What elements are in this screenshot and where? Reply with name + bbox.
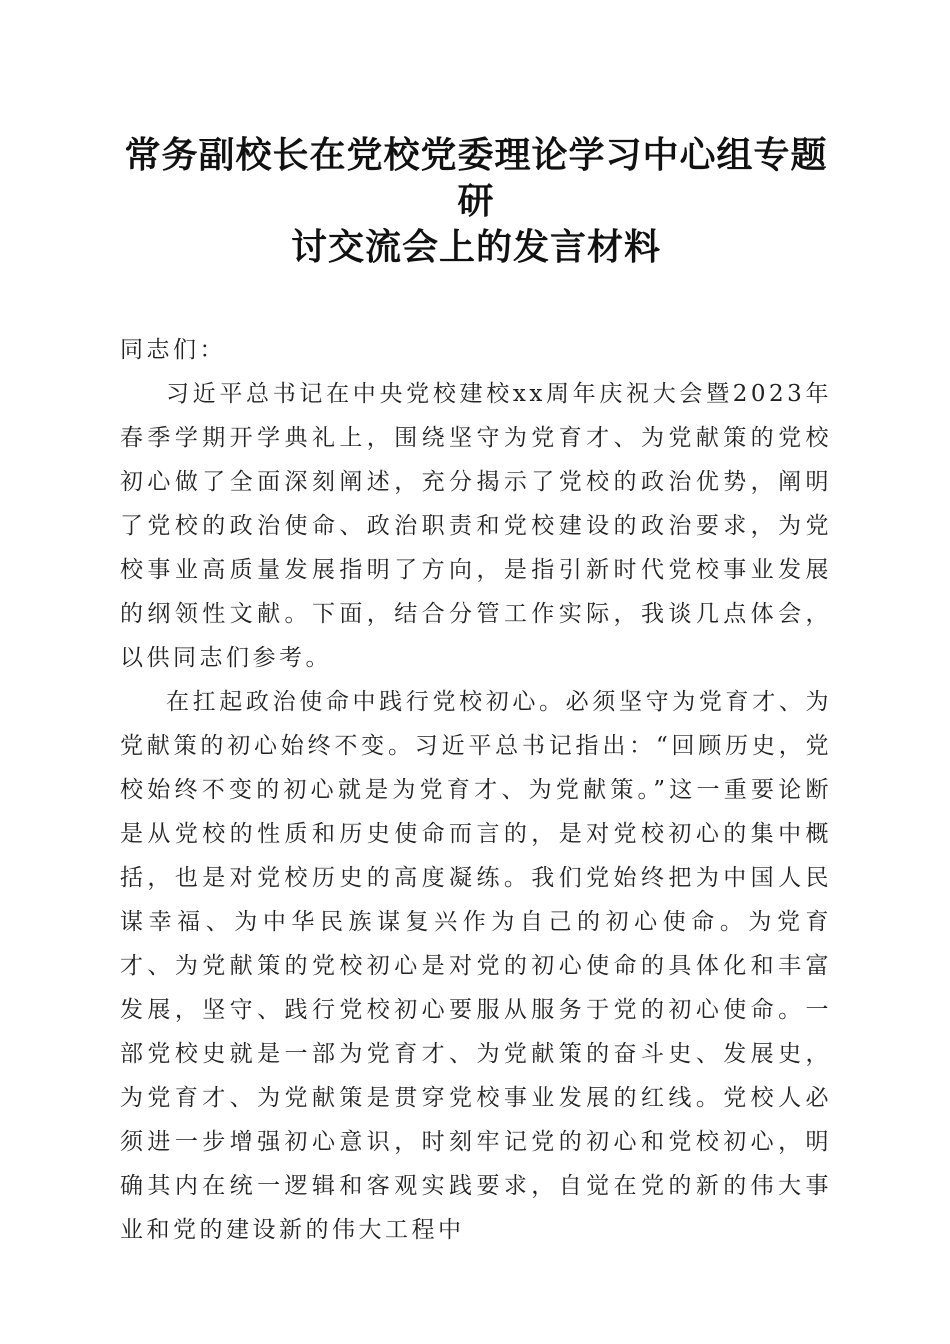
salutation: 同志们： [120,337,226,363]
document-title [120,132,832,270]
paragraph-intro: 习近平总书记在中央党校建校xx周年庆祝大会暨2023年春季学期开学典礼上，围绕坚守为党育才、为党献策的党校初心做了全面深刻阐述，充分揭示了党校的政治优势，阐明了党校的政治使命、政治职责和党校建设的政治要求，为党校事业高质量发展指明了方向，是指引新时代党校事业发展的纲领性文献。下面，结合分管工作实际，我谈几点体会，以供同志们参考。 [120,381,832,671]
paragraph-section-1: 在扛起政治使命中践行党校初心。必须坚守为党育才、为党献策的初心始终不变。习近平总书记指出：“回顾历史，党校始终不变的初心就是为党育才、为党献策。”这一重要论断是从党校的性质和历史使命而言的，是对党校初心的集中概括，也是对党校历史的高度凝练。我们党始终把为中国人民谋幸福、为中华民族谋复兴作为自己的初心使命。为党育才、为党献策的党校初心是对党的初心使命的具体化和丰富发展，坚守、践行党校初心要服从服务于党的初心使命。一部党校史就是一部为党育才、为党献策的奋斗史、发展史，为党育才、为党献策是贯穿党校事业发展的红线。党校人必须进一步增强初心意识，时刻牢记党的初心和党校初心，明确其内在统一逻辑和客观实践要求，自觉在党的新的伟大事业和党的建设新的伟大工程中 [120,689,832,1243]
title-line-1: 常务副校长在党校党委理论学习中心组专题研 [124,134,828,222]
title-line-2: 讨交流会上的发言材料 [290,226,661,268]
document-body [120,328,832,1252]
